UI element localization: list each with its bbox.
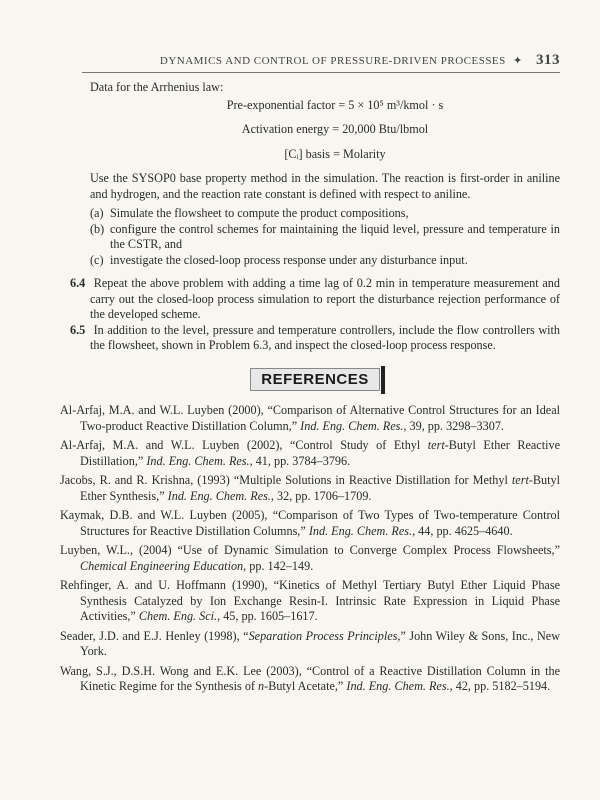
ref-text: Luyben, W.L., (2004) “Use of Dynamic Simulation to Converge Complex Process Flowsheets,” [60, 543, 560, 557]
ref-text: , 42, pp. 5182–5194. [449, 679, 551, 693]
subitem-c [90, 253, 560, 269]
ref-text: , 44, pp. 4625–4640. [412, 523, 513, 538]
ref-text: -Butyl Acetate,” [264, 679, 347, 693]
subitem-text: Simulate the flowsheet to compute the product compositions, [110, 206, 409, 220]
reference-item [60, 473, 560, 504]
subitem-label: (c) [90, 252, 104, 267]
reference-item [60, 664, 560, 695]
subitem-a [90, 206, 560, 222]
formula-basis: [Cᵢ] basis = Molarity [284, 146, 386, 161]
subitem-label: (a) [90, 206, 104, 220]
problem-6-5 [70, 323, 560, 354]
simulation-paragraph: Use the SYSOP0 base property method in the simulation. The reaction is first-order in aniline and hydrogen, and the reaction rate constant is defined with respect to aniline. [90, 171, 560, 201]
ref-text: Kaymak, D.B. and W.L. Luyben (2005), “Comparison of Two Types of Two-temperature Control Structures for Reactive Distillation Columns,” [60, 508, 560, 538]
formula-pre-exponential: Pre-exponential factor = 5 × 10⁵ m³/kmol · s [226, 97, 444, 112]
ref-text: , pp. 142–149. [243, 558, 314, 573]
ref-journal: Chemical Engineering Education [80, 558, 244, 573]
reference-item [60, 543, 560, 574]
reference-item [60, 629, 560, 660]
ref-journal: Ind. Eng. Chem. Res. [308, 523, 413, 538]
ref-journal: tert [427, 438, 445, 452]
problem-text: Repeat the above problem with adding a time lag of 0.2 min in temperature measurement and carry out the closed-loop process simulation to report the disturbance rejection performance of the developed scheme. [90, 276, 560, 321]
ref-journal: Ind. Eng. Chem. Res. [167, 488, 271, 503]
references-heading-wrap [70, 368, 560, 392]
problem-number: 6.5 [70, 322, 86, 337]
ref-journal: Ind. Eng. Chem. Res. [346, 679, 450, 693]
ref-text: Seader, J.D. and E.J. Henley (1998), “ [60, 628, 249, 643]
problem-number: 6.4 [70, 276, 86, 290]
ref-journal: Ind. Eng. Chem. Res. [146, 453, 250, 468]
ref-journal: Separation Process Principles, [248, 628, 401, 643]
problem-6-4 [70, 276, 560, 323]
references-heading: REFERENCES [250, 368, 380, 392]
running-header [0, 52, 560, 69]
problem-text: In addition to the level, pressure and temperature controllers, include the flow controllers with the flowsheet, shown in Problem 6.3, and inspect the closed-loop process response. [90, 322, 561, 352]
formula-activation-energy: Activation energy = 20,000 Btu/lbmol [241, 122, 429, 136]
ref-text: Rehfinger, A. and U. Hoffmann (1990), “Kinetics of Methyl Tertiary Butyl Ether Liquid Phase Synthesis Catalyzed by Ion Exchange Resin-I. Intrinsic Rate Expression in Liquid Phase Activities,” [60, 578, 560, 623]
reference-item [60, 508, 560, 539]
ref-journal: Ind. Eng. Chem. Res. [300, 418, 404, 433]
ref-text: Al-Arfaj, M.A. and W.L. Luyben (2002), “Control Study of Ethyl [60, 438, 428, 452]
ref-text: , 39, pp. 3298–3307. [403, 418, 504, 433]
ref-text: -Butyl Ether Synthesis,” [80, 473, 560, 503]
ref-text: , 32, pp. 1706–1709. [270, 488, 372, 503]
ref-text: , 41, pp. 3784–3796. [249, 453, 351, 468]
reference-item [60, 403, 560, 434]
subitem-label: (b) [90, 221, 105, 236]
header-rule [82, 72, 560, 73]
ref-text: ” John Wiley & Sons, Inc., New York. [80, 628, 560, 658]
arrhenius-intro: Data for the Arrhenius law: [90, 80, 224, 94]
ref-journal: tert [511, 473, 529, 487]
subitem-text: investigate the closed-loop process response under any disturbance input. [110, 252, 468, 267]
subitem-b [90, 222, 560, 253]
subitem-text: configure the control schemes for maintaining the liquid level, pressure and temperature in the CSTR, and [110, 221, 560, 251]
reference-list [60, 403, 560, 695]
header-title: DYNAMICS AND CONTROL OF PRESSURE-DRIVEN PROCESSES [159, 55, 506, 67]
ref-text: , 45, pp. 1605–1617. [217, 609, 318, 623]
ref-text: -Butyl Ether Reactive Distillation,” [80, 438, 560, 468]
diamond-icon: ✦ [513, 55, 523, 67]
ref-journal: Chem. Eng. Sci. [138, 609, 218, 623]
page-number: 313 [536, 52, 560, 68]
reference-item [60, 578, 560, 625]
ref-text: Wang, S.J., D.S.H. Wong and E.K. Lee (2003), “Control of a Reactive Distillation Column in the Kinetic Regime for the Synthesis of [60, 663, 560, 693]
reference-item [60, 438, 560, 469]
ref-text: Al-Arfaj, M.A. and W.L. Luyben (2000), “Comparison of Alternative Control Structures for an Ideal Two-product Reactive Distillation Column,” [60, 403, 560, 433]
ref-text: Jacobs, R. and R. Krishna, (1993) “Multiple Solutions in Reactive Distillation for Methyl [60, 473, 512, 487]
ref-journal: n [258, 679, 265, 693]
page-body [60, 80, 561, 699]
